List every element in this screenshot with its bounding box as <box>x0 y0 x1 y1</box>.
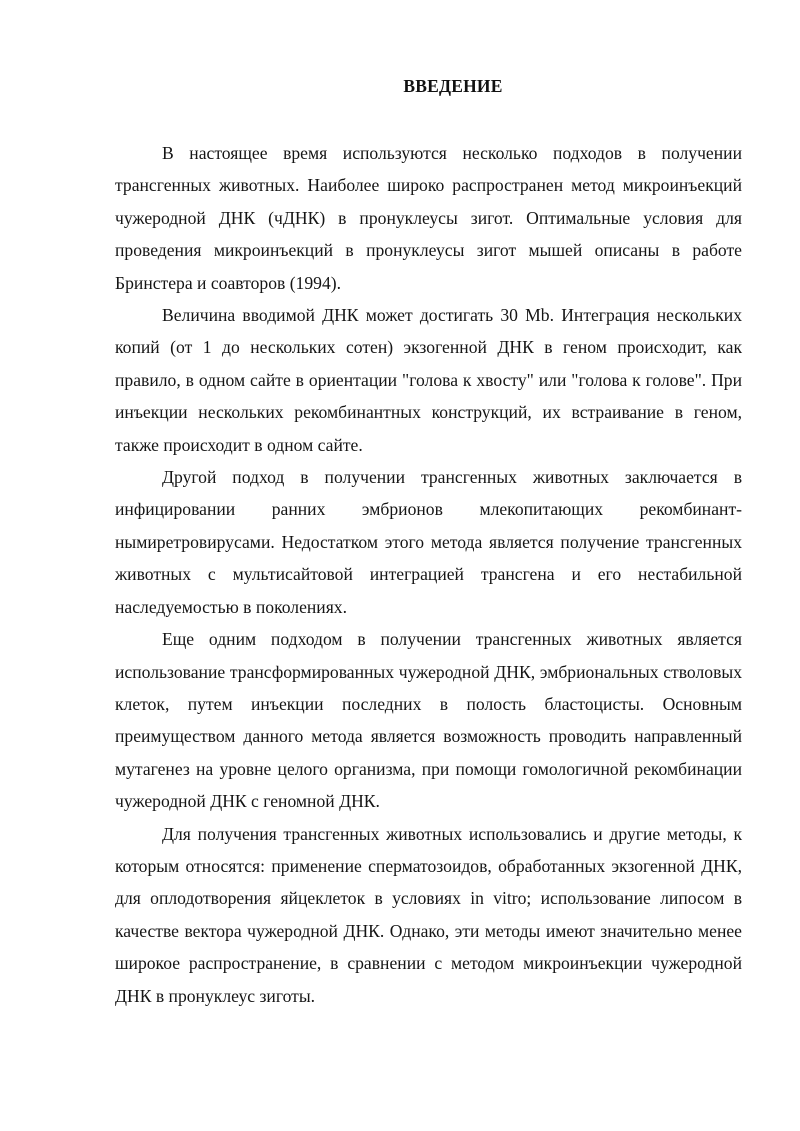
document-body <box>115 137 742 1012</box>
paragraph: Величина вводимой ДНК может достигать 30 Mb. Интеграция нескольких копий (от 1 до нескольких сотен) экзогенной ДНК в геном происходит, как правило, в одном сайте в ориентации "голова к хвосту" или "голова к голове". При инъекции нескольких рекомбинантных конструкций, их встраивание в геном, также происходит в одном сайте. <box>115 305 742 455</box>
paragraph: Для получения трансгенных животных использовались и другие методы, к которым относятся: применение сперматозоидов, обработанных экзогенной ДНК, для оплодотворения яйцеклеток в условиях in vitro; использование липосом в качестве вектора чужеродной ДНК. Однако, эти методы имеют значительно менее широкое распространение, в сравнении с методом микроинъекции чужеродной ДНК в пронуклеус зиготы. <box>115 823 742 1006</box>
paragraph: Еще одним подходом в получении трансгенных животных является использование трансформированных чужеродной ДНК, эмбриональных стволовых клеток, путем инъекции последних в полость бластоцисты. Основным преимуществом данного метода является возможность проводить направленный мутагенез на уровне целого организма, при помощи гомологичной рекомбинации чужеродной ДНК с геномной ДНК. <box>115 629 742 812</box>
page-title: ВВЕДЕНИЕ <box>403 76 503 96</box>
paragraph: В настоящее время используются несколько подходов в получении трансгенных животных. Наиболее широко распространен метод микроинъекций чужеродной ДНК (чДНК) в пронуклеусы зигот. Оптимальные условия для проведения микроинъекций в пронуклеусы зигот мышей описаны в работе Бринстера и соавторов (1994). <box>115 143 742 293</box>
paragraph: Другой подход в получении трансгенных животных заключается в инфицировании ранних эмбрионов млекопитающих рекомбинант-нымиретровирусами. Недостатком этого метода является получение трансгенных животных с мультисайтовой интеграцией трансгена и его нестабильной наследуемостью в поколениях. <box>115 467 742 617</box>
